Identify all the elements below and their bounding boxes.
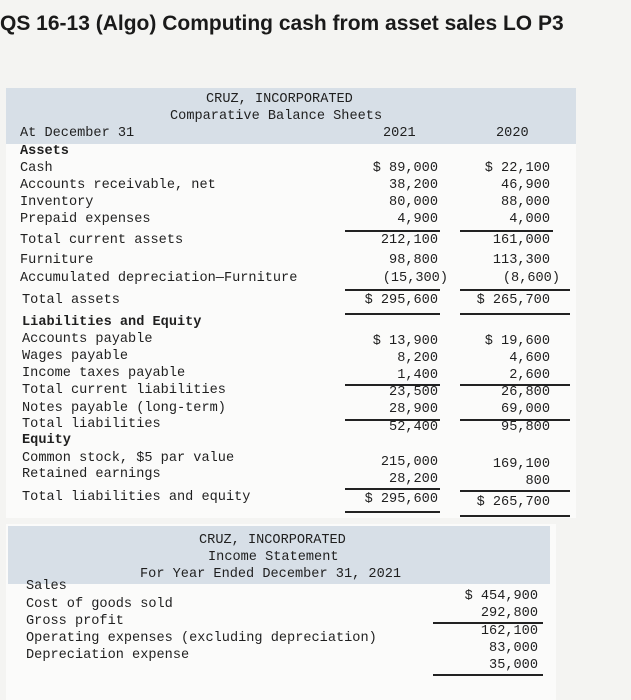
row-label: Total current liabilities: [22, 383, 226, 398]
row-value-2021: 28,900: [389, 402, 438, 417]
statement-period: For Year Ended December 31, 2021: [140, 567, 402, 582]
double-underline: [345, 511, 440, 513]
row-label: Wages payable: [22, 349, 129, 364]
row-value-2021: 28,200: [389, 472, 438, 487]
liabilities-heading: Liabilities and Equity: [22, 315, 202, 330]
underline: [433, 674, 543, 676]
row-value-2021: 8,200: [397, 351, 438, 366]
row-value-2021: 1,400: [397, 368, 438, 383]
date-label: At December 31: [20, 126, 135, 141]
row-value-2020: 800: [525, 474, 550, 489]
underline: [345, 488, 440, 490]
row-value-2021: $ 13,900: [372, 334, 438, 349]
row-value-2020: 4,600: [509, 351, 550, 366]
statement-name: Income Statement: [208, 550, 339, 565]
double-underline: [460, 515, 570, 517]
row-value: $ 454,900: [464, 589, 538, 604]
row-value-2021: 52,400: [389, 420, 438, 435]
row-value-2021: 98,800: [389, 253, 438, 268]
row-value-2020: $ 265,700: [476, 495, 550, 510]
row-label: Depreciation expense: [26, 648, 190, 663]
row-label: Retained earnings: [22, 467, 161, 482]
row-value: 292,800: [480, 606, 538, 621]
row-label: Total assets: [22, 293, 120, 308]
row-value-2021: 215,000: [380, 455, 438, 470]
row-value-2020: 69,000: [501, 402, 550, 417]
row-label: Accumulated depreciation—Furniture: [20, 271, 298, 286]
row-value: 162,100: [480, 624, 538, 639]
row-label: Accounts receivable, net: [20, 178, 216, 193]
row-label: Prepaid expenses: [20, 212, 151, 227]
row-value-2020: $ 265,700: [476, 293, 550, 308]
row-label: Inventory: [20, 195, 94, 210]
column-header-2020: 2020: [496, 126, 529, 141]
row-value-2021: 4,900: [397, 212, 438, 227]
underline: [345, 289, 440, 291]
double-underline: [460, 313, 570, 315]
row-label: Cash: [20, 161, 53, 176]
row-value: 83,000: [489, 641, 538, 656]
row-label: Accounts payable: [22, 332, 153, 347]
row-value-2021: (15,300): [382, 271, 448, 286]
row-label: Operating expenses (excluding depreciation): [26, 631, 377, 646]
statement-name: Comparative Balance Sheets: [170, 109, 383, 124]
row-label: Notes payable (long-term): [22, 401, 226, 416]
row-label: Common stock, $5 par value: [22, 451, 235, 466]
row-value-2020: $ 22,100: [484, 161, 550, 176]
row-label: Total liabilities and equity: [22, 490, 251, 505]
row-value-2021: 212,100: [380, 233, 438, 248]
row-label: Gross profit: [26, 614, 124, 629]
row-label: Sales: [26, 579, 67, 594]
row-value-2020: 88,000: [501, 195, 550, 210]
row-value-2020: 169,100: [492, 457, 550, 472]
row-value-2020: 26,800: [501, 385, 550, 400]
underline: [460, 230, 553, 232]
row-value-2021: 38,200: [389, 178, 438, 193]
row-value-2020: 2,600: [509, 368, 550, 383]
row-label: Total liabilities: [22, 417, 161, 432]
underline: [460, 289, 570, 291]
row-value-2020: (8,600): [502, 271, 560, 286]
row-value-2021: $ 295,600: [364, 492, 438, 507]
row-label: Furniture: [20, 253, 94, 268]
row-label: Total current assets: [20, 233, 184, 248]
row-value-2021: 23,500: [389, 385, 438, 400]
assets-heading: Assets: [20, 144, 69, 159]
double-underline: [345, 313, 440, 315]
row-value: 35,000: [489, 658, 538, 673]
underline: [460, 490, 570, 492]
page-title: QS 16-13 (Algo) Computing cash from asset sales LO P3: [0, 12, 564, 35]
company-name: CRUZ, INCORPORATED: [206, 92, 353, 107]
row-value-2020: 4,000: [509, 212, 550, 227]
row-value-2020: 113,300: [492, 253, 550, 268]
row-value-2021: $ 89,000: [372, 161, 438, 176]
row-value-2020: $ 19,600: [484, 334, 550, 349]
equity-heading: Equity: [22, 433, 71, 448]
row-label: Cost of goods sold: [26, 597, 173, 612]
row-label: Income taxes payable: [22, 366, 186, 381]
row-value-2021: $ 295,600: [364, 293, 438, 308]
column-header-2021: 2021: [383, 126, 416, 141]
row-value-2020: 95,800: [501, 420, 550, 435]
underline: [345, 230, 440, 232]
row-value-2021: 80,000: [389, 195, 438, 210]
row-value-2020: 46,900: [501, 178, 550, 193]
row-value-2020: 161,000: [492, 233, 550, 248]
company-name: CRUZ, INCORPORATED: [199, 533, 346, 548]
